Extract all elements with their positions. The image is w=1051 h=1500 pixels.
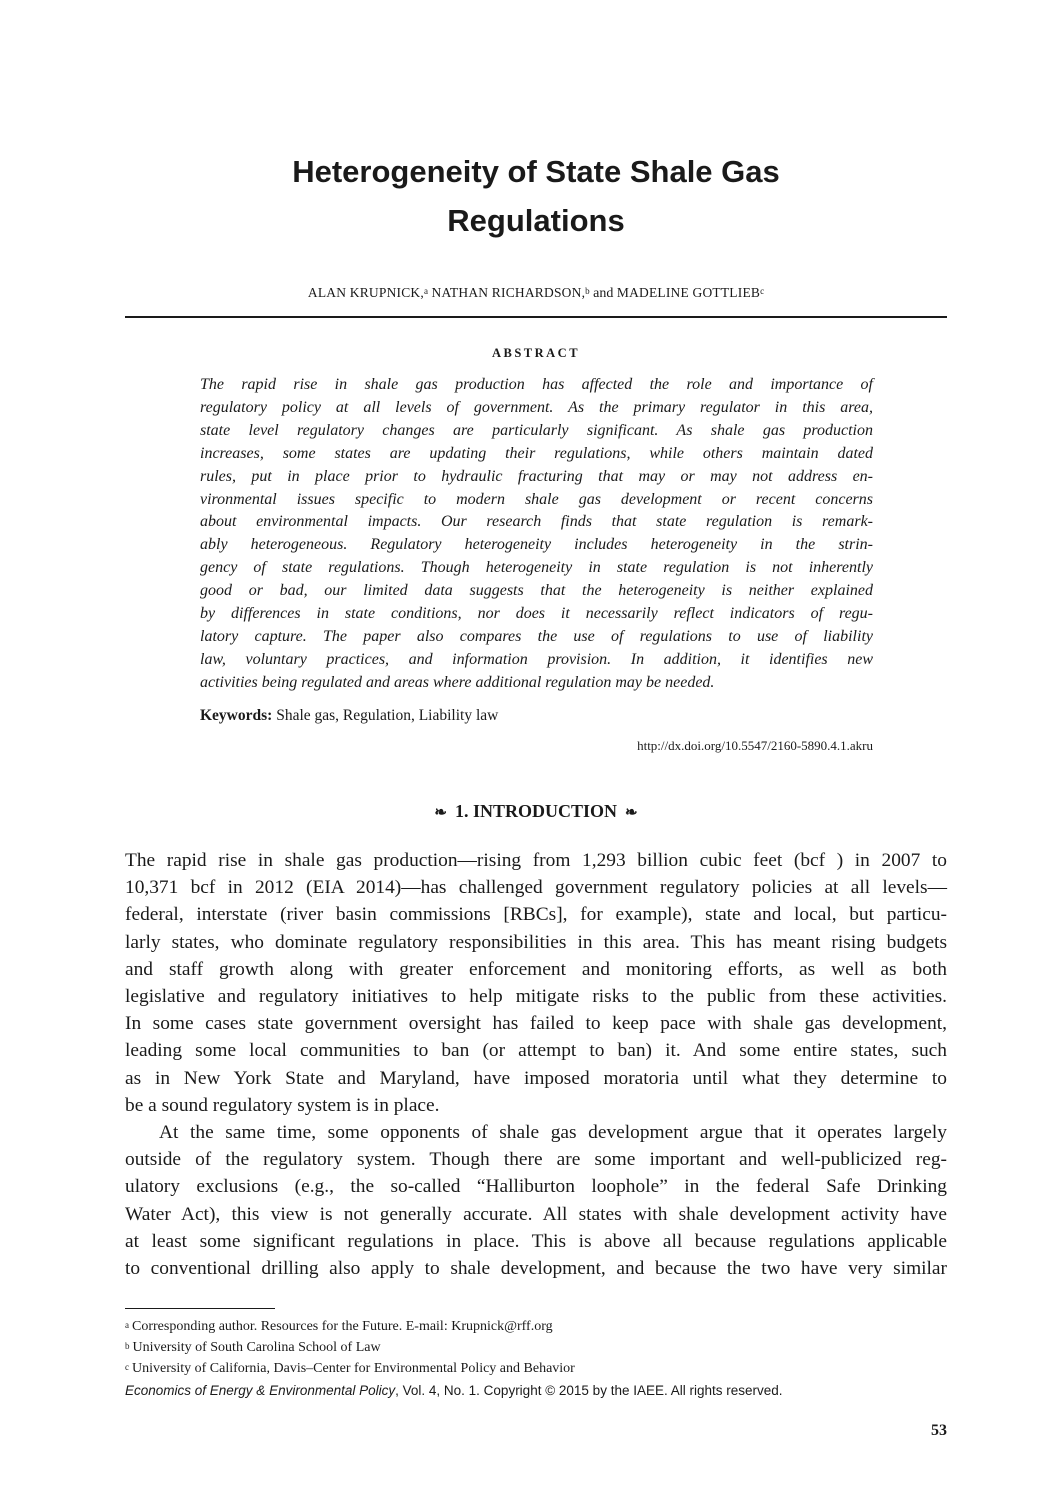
fleuron-right-icon: ❧ [625,804,638,821]
abstract-line: about environmental impacts. Our research finds that state regulation is remark- [200,513,873,531]
abstract-line: latory capture. The paper also compares the use of regulations to use of liability [200,627,873,645]
footnote-mark: b [125,1341,130,1351]
abstract-line: regulatory policy at all levels of government. As the primary regulator in this area, [200,398,873,416]
page-number: 53 [931,1422,947,1439]
author-richardson: NATHAN RICHARDSON, [427,285,586,300]
abstract-line: vironmental issues specific to modern shale gas development or recent concerns [200,490,873,508]
abstract-line: gency of state regulations. Though heterogeneity in state regulation is not inherently [200,559,873,577]
footnote-divider [125,1308,275,1309]
paper-title [125,147,947,245]
author-krupnick: ALAN KRUPNICK, [307,285,424,300]
abstract-line: activities being regulated and areas where additional regulation may be needed. [200,673,715,691]
abstract-line: increases, some states are updating their regulations, while others maintain dated [200,444,873,462]
footnote-a [125,1316,947,1337]
body-line: leading some local communities to ban (or attempt to ban) it. And some entire states, such [125,1040,947,1062]
abstract-body [200,374,873,695]
footnote-mark: c [125,1362,129,1372]
author-affil-mark-b: b [585,286,590,296]
abstract-line: by differences in state conditions, nor does it necessarily reflect indicators of regu- [200,605,873,623]
footnote-text: University of California, Davis–Center for Environmental Policy and Behavior [132,1361,575,1376]
body-line: legislative and regulatory initiatives to help mitigate risks to the public from these activities. [125,986,947,1008]
abstract-line: state level regulatory changes are particularly significant. As shale gas production [200,421,873,439]
footnote-mark: a [125,1320,129,1330]
title-line-1: Heterogeneity of State Shale Gas [292,154,780,189]
author-list [125,283,947,304]
body-line: In some cases state government oversight has failed to keep pace with shale gas development, [125,1013,947,1035]
body-line: to conventional drilling also apply to shale development, and because the two have very similar [125,1258,947,1280]
abstract-line: good or bad, our limited data suggests that the heterogeneity is neither explained [200,582,873,600]
keywords-text: Shale gas, Regulation, Liability law [272,707,499,724]
footnote-b [125,1337,947,1358]
journal-details: , Vol. 4, No. 1. Copyright © 2015 by the IAEE. All rights reserved. [395,1383,783,1398]
section-heading [125,799,947,825]
author-affil-mark-a: a [423,286,428,296]
doi-link[interactable]: http://dx.doi.org/10.5547/2160-5890.4.1.akru [637,738,873,753]
body-line: federal, interstate (river basin commissions [RBCs], for example), state and local, but particu- [125,904,947,926]
body-line: 10,371 bcf in 2012 (EIA 2014)—has challenged government regulatory policies at all levels— [125,877,947,899]
body-line: as in New York State and Maryland, have imposed moratoria until what they determine to [125,1067,947,1089]
author-affil-mark-c: c [760,286,765,296]
body-line: At the same time, some opponents of shale gas development argue that it operates largely [159,1122,947,1144]
keywords-label: Keywords: [200,707,273,724]
fleuron-left-icon: ❧ [434,804,447,821]
abstract-line: The rapid rise in shale gas production has affected the role and importance of [200,376,873,393]
body-line: outside of the regulatory system. Though there are some important and well-publicized reg- [125,1149,947,1171]
body-line: ulatory exclusions (e.g., the so-called “Halliburton loophole” in the federal Safe Drinking [125,1176,947,1198]
title-line-2: Regulations [447,203,625,238]
body-line: and staff growth along with greater enforcement and monitoring efforts, as well as both [125,958,947,980]
body-line: The rapid rise in shale gas production—rising from 1,293 billion cubic feet (bcf ) in 2007 to [125,850,947,871]
footnote-text: Corresponding author. Resources for the Future. E-mail: Krupnick@rff.org [132,1319,553,1334]
keywords [200,705,873,727]
abstract-line: law, voluntary practices, and information provision. In addition, it identifies new [200,650,873,668]
section-title: 1. INTRODUCTION [454,801,618,821]
abstract-line: ably heterogeneous. Regulatory heterogeneity includes heterogeneity in the strin- [200,536,873,554]
abstract-line: rules, put in place prior to hydraulic fracturing that may or may not address en- [200,467,873,485]
footnote-c [125,1358,947,1379]
body-line: Water Act), this view is not generally accurate. All states with shale development activity have [125,1203,947,1225]
body-line: be a sound regulatory system is in place. [125,1094,440,1116]
footnote-text: University of South Carolina School of Law [132,1340,381,1355]
journal-citation [125,1381,947,1401]
author-gottlieb: MADELINE GOTTLIEB [616,285,761,300]
journal-name: Economics of Energy & Environmental Policy [125,1383,396,1398]
footnotes [125,1316,947,1379]
author-and: and [589,286,617,301]
introduction-body [125,847,947,1282]
header-divider [125,316,947,318]
body-line: larly states, who dominate regulatory responsibilities in this area. This has meant rising budgets [125,931,947,953]
abstract-heading: ABSTRACT [491,346,581,360]
body-line: at least some significant regulations in place. This is above all because regulations applicable [125,1230,947,1252]
